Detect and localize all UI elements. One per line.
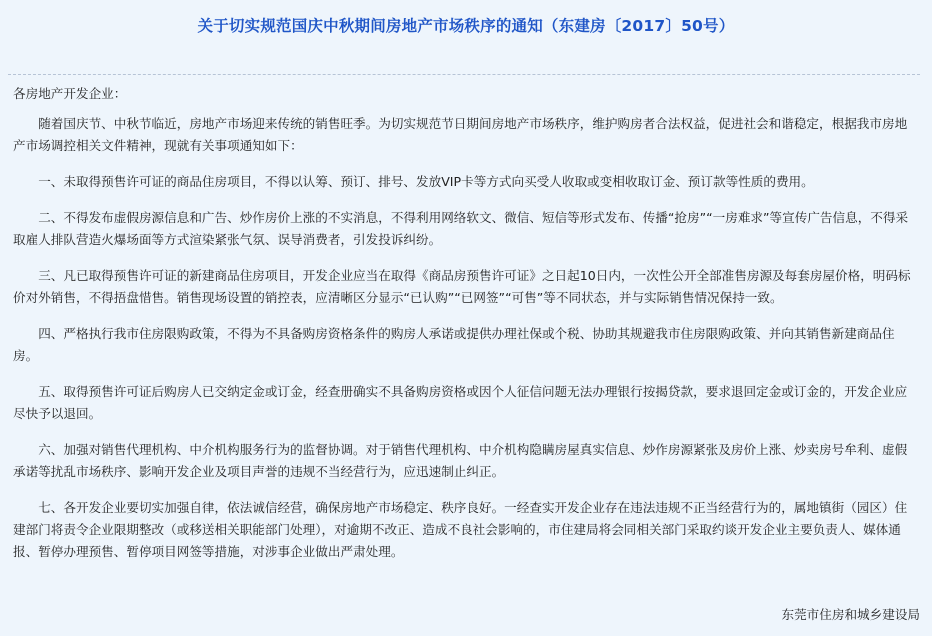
salutation: 各房地产开发企业：	[13, 86, 127, 101]
notice-title: 关于切实规范国庆中秋期间房地产市场秩序的通知（东建房〔2017〕50号）	[197, 17, 735, 35]
paragraph-item-6: 六、加强对销售代理机构、中介机构服务行为的监督协调。对于销售代理机构、中介机构隐瞒房屋真实信息、炒作房源紧张及房价上涨、炒卖房号牟利、虚假承诺等扰乱市场秩序、影响开发企业及项目声誉的违规不当经营行为，应迅速制止纠正。	[13, 442, 908, 479]
paragraph-intro: 随着国庆节、中秋节临近，房地产市场迎来传统的销售旺季。为切实规范节日期间房地产市场秩序，维护购房者合法权益，促进社会和谐稳定，根据我市房地产市场调控相关文件精神，现就有关事项通知如下：	[13, 116, 908, 153]
notice-body	[13, 83, 918, 563]
paragraph-item-4: 四、严格执行我市住房限购政策，不得为不具备购房资格条件的购房人承诺或提供办理社保或个税、协助其规避我市住房限购政策、并向其销售新建商品住房。	[13, 326, 895, 363]
paragraph-item-2: 二、不得发布虚假房源信息和广告、炒作房价上涨的不实消息，不得利用网络软文、微信、短信等形式发布、传播“抢房”“一房难求”等宣传广告信息，不得采取雇人排队营造火爆场面等方式渲染紧张气氛、误导消费者，引发投诉纠纷。	[13, 210, 909, 247]
paragraph-item-3: 三、凡已取得预售许可证的新建商品住房项目，开发企业应当在取得《商品房预售许可证》之日起10日内，一次性公开全部准售房源及每套房屋价格，明码标价对外销售，不得捂盘惜售。销售现场设置的销控表，应清晰区分显示“已认购”“已网签”“可售”等不同状态，并与实际销售情况保持一致。	[13, 268, 911, 305]
signature: 东莞市住房和城乡建设局	[781, 607, 920, 622]
paragraph-item-5: 五、取得预售许可证后购房人已交纳定金或订金，经查册确实不具备购房资格或因个人征信问题无法办理银行按揭贷款，要求退回定金或订金的，开发企业应尽快予以退回。	[13, 384, 908, 421]
paragraph-item-1: 一、未取得预售许可证的商品住房项目，不得以认筹、预订、排号、发放VIP卡等方式向买受人收取或变相收取订金、预订款等性质的费用。	[38, 174, 814, 189]
paragraph-item-7: 七、各开发企业要切实加强自律，依法诚信经营，确保房地产市场稳定、秩序良好。一经查实开发企业存在违法违规不正当经营行为的，属地镇街（园区）住建部门将责令企业限期整改（或移送相关职能部门处理），对逾期不改正、造成不良社会影响的，市住建局将会同相关部门采取约谈开发企业主要负责人、媒体通报、暂停办理预售、暂停项目网签等措施，对涉事企业做出严肃处理。	[13, 500, 908, 559]
title-divider	[8, 74, 920, 75]
